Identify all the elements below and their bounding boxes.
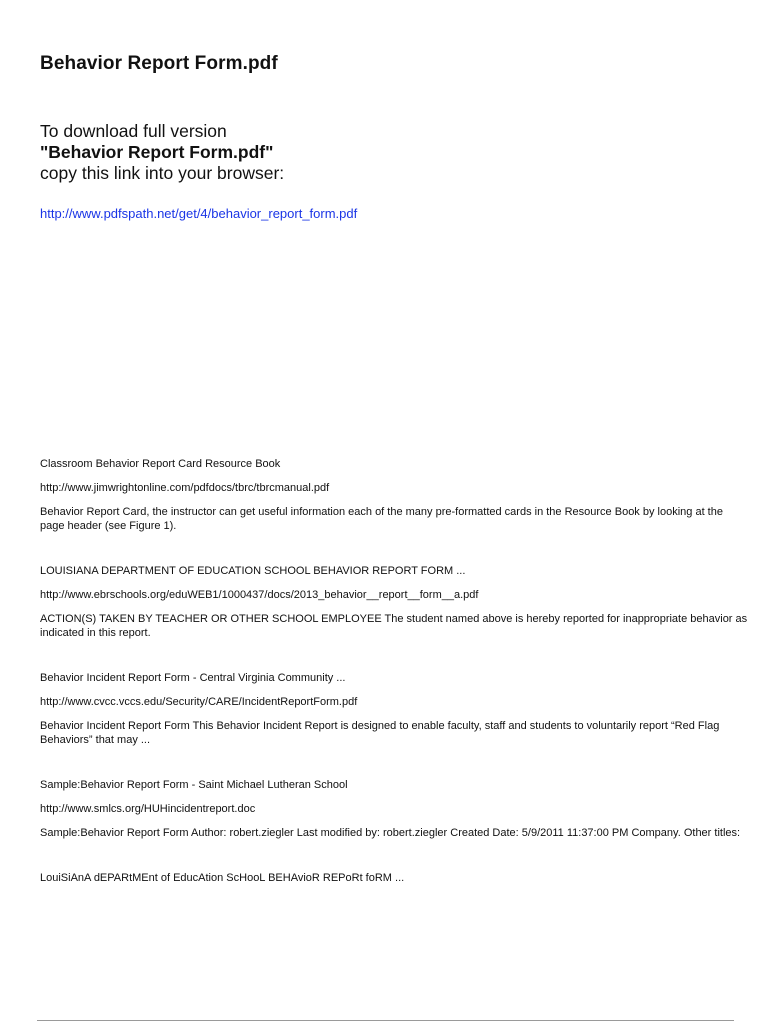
result-url: http://www.smlcs.org/HUHincidentreport.doc	[40, 803, 256, 815]
result-item	[40, 871, 750, 885]
search-results	[40, 457, 750, 885]
download-link[interactable]: http://www.pdfspath.net/get/4/behavior_report_form.pdf	[40, 206, 358, 221]
result-description: Behavior Report Card, the instructor can get useful information each of the many pre-formatted cards in the Resource Book by looking at the page header (see Figure 1).	[40, 506, 723, 532]
result-url: http://www.ebrschools.org/eduWEB1/1000437/docs/2013_behavior__report__form__a.pdf	[40, 589, 479, 601]
download-line-1: To download full version	[40, 121, 227, 141]
result-item	[40, 671, 750, 747]
result-item	[40, 457, 750, 533]
footer-divider	[37, 1020, 734, 1021]
result-description: ACTION(S) TAKEN BY TEACHER OR OTHER SCHOOL EMPLOYEE The student named above is hereby reported for inappropriate behavior as indicated in this report.	[40, 613, 748, 639]
result-url: http://www.cvcc.vccs.edu/Security/CARE/IncidentReportForm.pdf	[40, 696, 358, 708]
result-title: Classroom Behavior Report Card Resource Book	[40, 458, 281, 470]
result-description: Behavior Incident Report Form This Behavior Incident Report is designed to enable faculty, staff and students to voluntarily report “Red Flag Behaviors” that may ...	[40, 720, 720, 746]
result-item	[40, 564, 750, 640]
download-line-3: copy this link into your browser:	[40, 163, 285, 183]
result-item	[40, 778, 750, 840]
result-title: Sample:Behavior Report Form - Saint Michael Lutheran School	[40, 779, 348, 791]
document-title: Behavior Report Form.pdf	[40, 53, 278, 74]
download-instructions	[40, 121, 284, 184]
result-title: Behavior Incident Report Form - Central Virginia Community ...	[40, 672, 346, 684]
result-title: LouiSiAnA dEPARtMEnt of EducAtion ScHooL BEHAvioR REPoRt foRM ...	[40, 872, 405, 884]
result-description: Sample:Behavior Report Form Author: robert.ziegler Last modified by: robert.ziegler Created Date: 5/9/2011 11:37:00 PM Company. Other titles:	[40, 827, 741, 839]
result-url: http://www.jimwrightonline.com/pdfdocs/tbrc/tbrcmanual.pdf	[40, 482, 330, 494]
result-title: LOUISIANA DEPARTMENT OF EDUCATION SCHOOL BEHAVIOR REPORT FORM ...	[40, 565, 466, 577]
download-filename: "Behavior Report Form.pdf"	[40, 142, 274, 162]
